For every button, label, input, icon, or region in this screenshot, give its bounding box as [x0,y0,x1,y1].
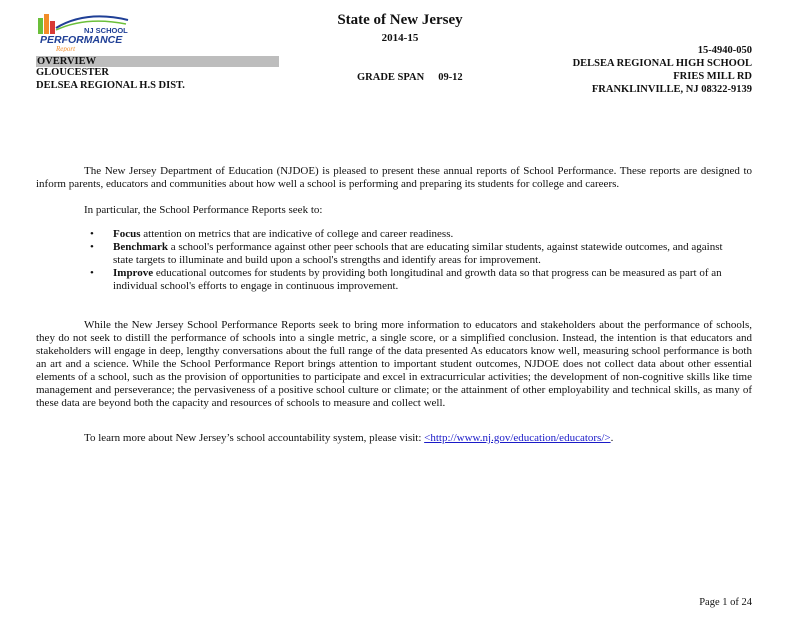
link-prefix: To learn more about New Jersey’s school accountability system, please visit: [84,432,425,444]
bullet-term: Focus [113,228,141,240]
list-item [78,241,728,267]
county-name: GLOUCESTER [36,67,109,78]
link-line [36,432,752,445]
goals-list [78,228,728,293]
school-code: 15-4940-050 [697,45,752,56]
main-paragraph [36,319,752,410]
bullet-icon: • [90,241,94,253]
list-item [78,267,728,293]
report-year: 2014-15 [381,32,419,44]
bullet-text: attention on metrics that are indicative of college and career readiness. [140,228,454,240]
bullet-text: educational outcomes for students by providing both longitudinal and growth data so that progress can be measured as part of an individual school's efforts to engage in continuous improvement. [113,267,722,292]
school-address-city: FRANKLINVILLE, NJ 08322-9139 [591,84,752,95]
lead-paragraph [36,204,752,217]
grade-span-value: 09-12 [438,72,463,83]
grade-span-label: GRADE SPAN [357,72,425,83]
page-number: Page 1 of 24 [699,597,752,608]
bullet-term: Improve [113,267,154,279]
section-label-overview: OVERVIEW [36,56,279,67]
school-name: DELSEA REGIONAL HIGH SCHOOL [572,58,752,69]
intro-text: The New Jersey Department of Education (NJDOE) is pleased to present these annual reports of School Performance. These reports are designed to inform parents, educators and communities about how well a school is performing and preparing its students for college and careers. [36,165,752,190]
list-item [78,228,728,241]
link-paragraph [36,432,752,445]
main-text: While the New Jersey School Performance Reports seek to bring more information to educators and stakeholders about the performance of schools, they do not seek to distill the performance of schools into a single metric, a single score, or a simplified conclusion. Instead, the intention is that educators and stakeholders will engage in deep, lengthy conversations about the full range of the data presented As educators know well, measuring school performance is both an art and a science. While the School Performance Report brings attention to important student outcomes, NJDOE does not collect data about other essential elements of a school, such as the provision of opportunities to participate and excel in extracurricular activities; the development of non-cognitive skills like time management and perseverance; the pervasiveness of a positive school culture or climate; or the attainment of other employability and technical skills, as many of these data are beyond both the capacity and resources of schools to measure and collect well. [36,319,752,409]
intro-paragraph [36,165,752,191]
school-address-street: FRIES MILL RD [673,71,752,82]
logo-line3: Report [56,45,76,52]
bullet-icon: • [90,267,94,279]
logo-line2: PERFORMANCE [40,34,123,46]
grade-span [357,72,477,83]
link-suffix: . [610,432,614,444]
logo-line1: NJ SCHOOL [84,26,128,35]
page-title: State of New Jersey [337,12,463,28]
lead-text: In particular, the School Performance Reports seek to: [84,204,323,216]
educators-link[interactable]: <http://www.nj.gov/education/educators/> [424,432,611,444]
bullet-term: Benchmark [113,241,168,253]
district-name: DELSEA REGIONAL H.S DIST. [36,80,185,91]
bullet-text: a school's performance against other peer schools that are educating similar students, against statewide outcomes, and against state targets to illuminate and build upon a school's strengths and identify areas for improvement. [113,241,723,266]
school-info [573,44,752,96]
bullet-icon: • [90,228,94,240]
